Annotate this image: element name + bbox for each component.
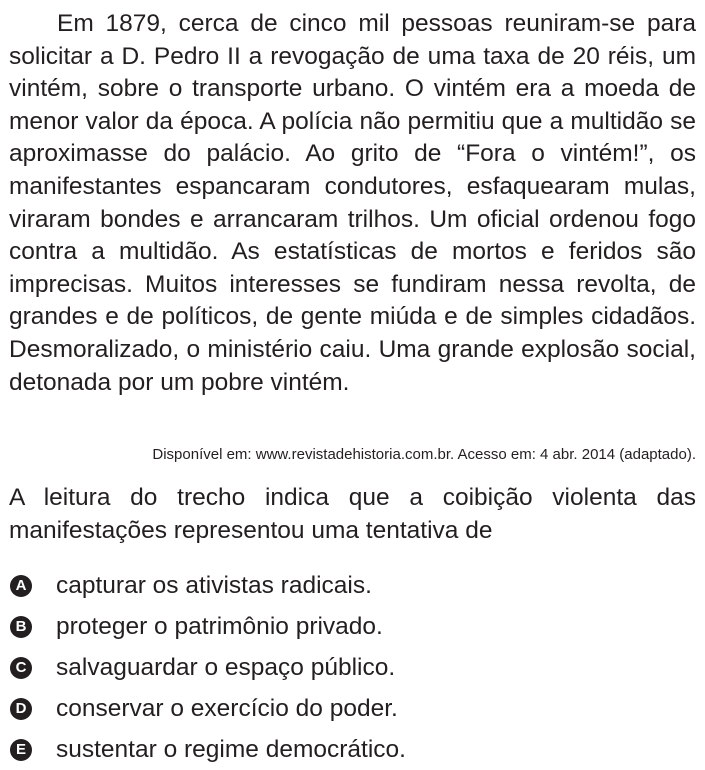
option-b-letter-icon: B	[10, 616, 32, 638]
answer-options	[10, 565, 700, 770]
option-b-text: proteger o patrimônio privado.	[56, 612, 383, 640]
option-d[interactable]	[10, 688, 700, 729]
option-b[interactable]	[10, 606, 700, 647]
option-c[interactable]	[10, 647, 700, 688]
option-a-text: capturar os ativistas radicais.	[56, 571, 372, 599]
passage-text: Em 1879, cerca de cinco mil pessoas reuniram-se para solicitar a D. Pedro II a revogação de uma taxa de 20 réis, um vintém, sobre o transporte urbano. O vintém era a moeda de menor valor da época. A polícia não permitiu que a multidão se aproximasse do palácio. Ao grito de “Fora o vintém!”, os manifestantes espancaram condutores, esfaquearam mulas, viraram bondes e arrancaram trilhos. Um oficial ordenou fogo contra a multidão. As estatísticas de mortos e feridos são imprecisas. Muitos interesses se fundiram nessa revolta, de grandes e de políticos, de gente miúda e de simples cidadãos. Desmoralizado, o ministério caiu. Uma grande explosão social, detonada por um pobre vintém.	[9, 10, 696, 396]
option-d-text: conservar o exercício do poder.	[56, 694, 398, 722]
question-stem: A leitura do trecho indica que a coibição violenta das manifestações representou uma tentativa de	[9, 484, 696, 544]
option-d-letter-icon: D	[10, 698, 32, 720]
option-a[interactable]	[10, 565, 700, 606]
option-c-letter-icon: C	[10, 657, 32, 679]
option-e[interactable]	[10, 729, 700, 770]
option-a-letter-icon: A	[10, 575, 32, 597]
option-e-letter-icon: E	[10, 739, 32, 761]
source-citation: Disponível em: www.revistadehistoria.com.br. Acesso em: 4 abr. 2014 (adaptado).	[152, 446, 696, 463]
option-c-text: salvaguardar o espaço público.	[56, 653, 396, 681]
option-e-text: sustentar o regime democrático.	[56, 735, 406, 763]
